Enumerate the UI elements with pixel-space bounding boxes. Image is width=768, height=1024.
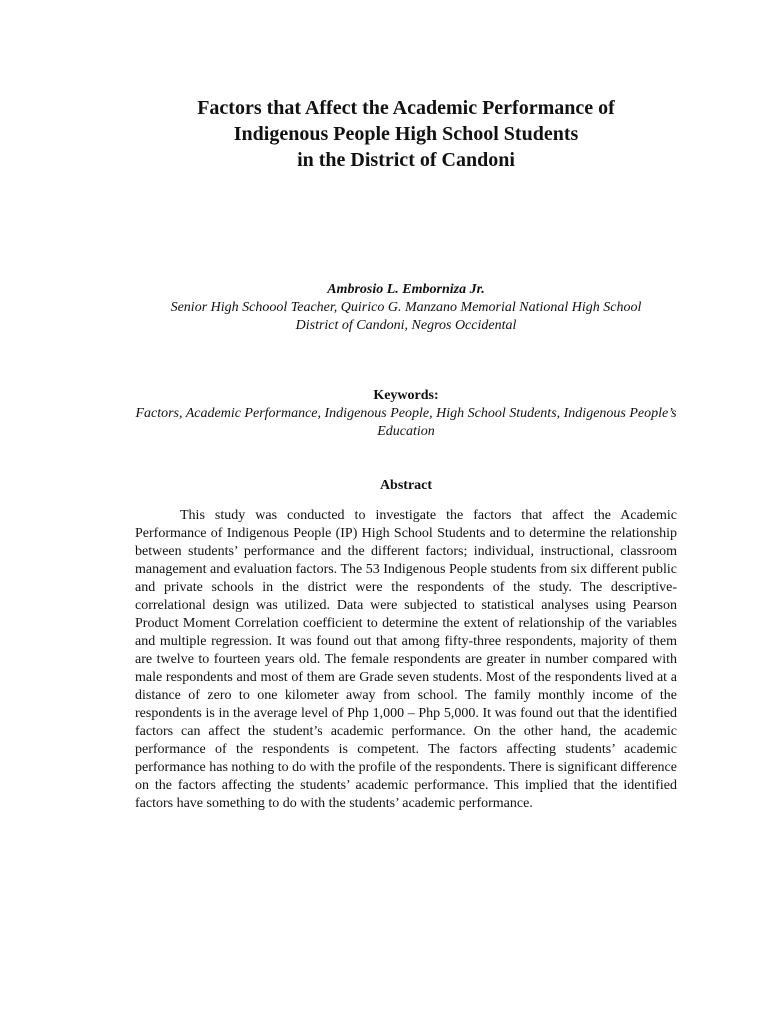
paper-title <box>100 95 712 173</box>
title-line-3: in the District of Candoni <box>297 149 515 171</box>
title-line-2: Indigenous People High School Students <box>233 123 579 145</box>
abstract-body: This study was conducted to investigate the factors that affect the Academic Performance of Indigenous People (IP) High School Students and to determine the relationship between students’ performance and the different factors; individual, instructional, classroom management and evaluation factors. The 53 Indigenous People students from six different public and private schools in the district were the respondents of the study. The descriptive-correlational design was utilized. Data were subjected to statistical analyses using Pearson Product Moment Correlation coefficient to determine the extent of relationship of the variables and multiple regression. It was found out that among fifty-three respondents, majority of them are twelve to fourteen years old. The female respondents are greater in number compared with male respondents and most of them are Grade seven students. Most of the respondents lived at a distance of zero to one kilometer away from school. The family monthly income of the respondents is in the average level of Php 1,000 – Php 5,000. It was found out that the identified factors can affect the student’s academic performance. On the other hand, the academic performance of the respondents is competent. The factors affecting students’ academic performance has nothing to do with the profile of the respondents. There is significant difference on the factors affecting the students’ academic performance. This implied that the identified factors have something to do with the students’ academic performance. <box>135 508 677 811</box>
abstract-heading: Abstract <box>379 478 433 493</box>
author-name: Ambrosio L. Emborniza Jr. <box>327 282 485 297</box>
title-line-1: Factors that Affect the Academic Performance of <box>197 97 615 119</box>
author-block <box>100 281 712 335</box>
keywords-heading: Keywords: <box>373 388 439 403</box>
author-affiliation-line-2: District of Candoni, Negros Occidental <box>295 318 517 333</box>
author-affiliation-line-1: Senior High Schoool Teacher, Quirico G. Manzano Memorial National High School <box>170 300 642 315</box>
keywords-text: Factors, Academic Performance, Indigenous People, High School Students, Indigenous People’s Education <box>135 406 677 439</box>
keywords-block <box>120 387 692 441</box>
